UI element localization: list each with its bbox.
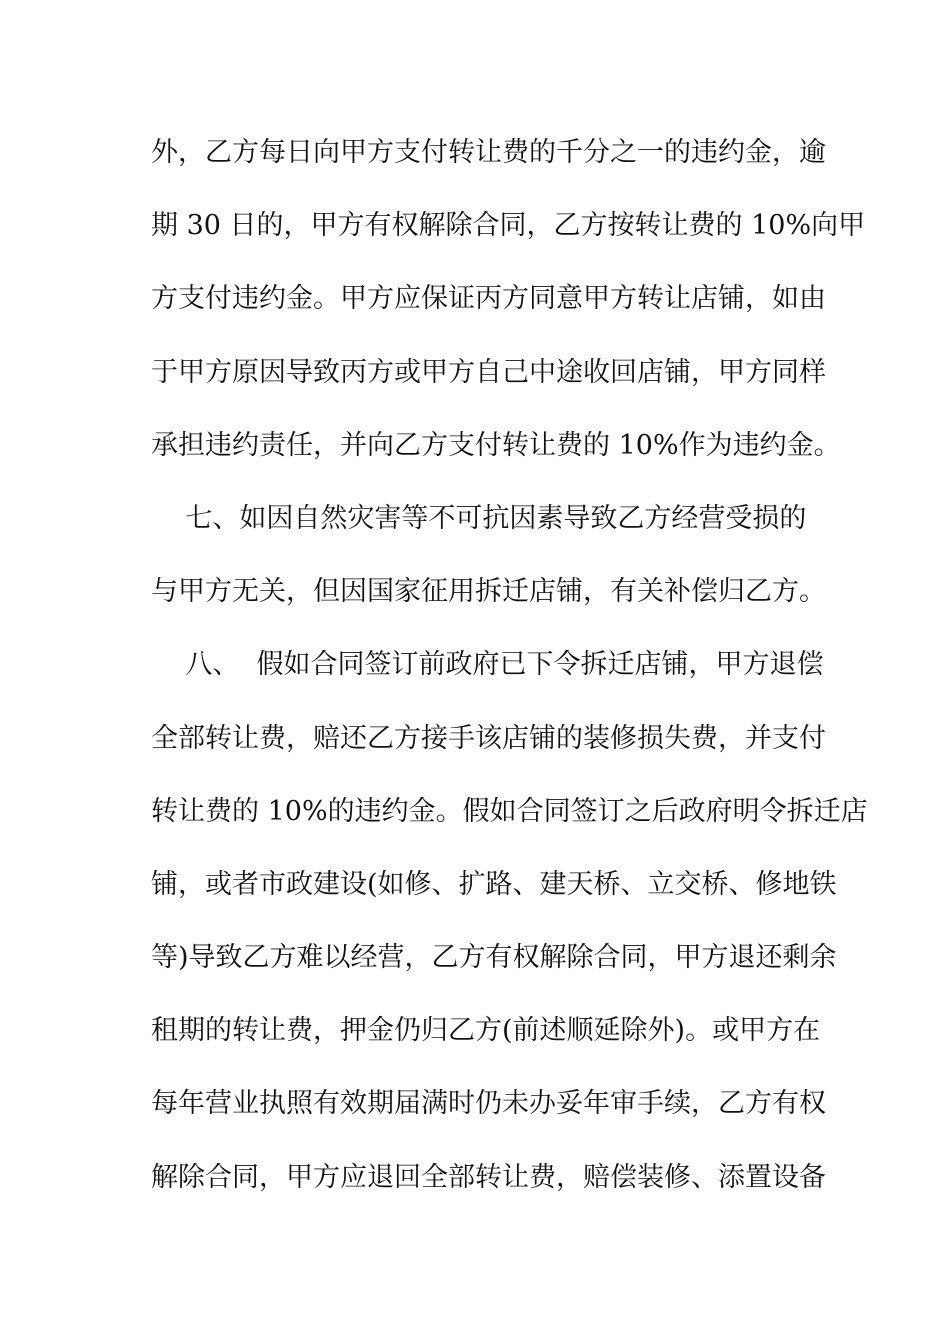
text-line: 方支付违约金。甲方应保证丙方同意甲方转让店铺，如由 <box>151 283 826 315</box>
text-line: 承担违约责任，并向乙方支付转让费的 10%作为违约金。 <box>151 429 841 461</box>
text-line: 于甲方原因导致丙方或甲方自己中途收回店铺，甲方同样 <box>151 356 826 388</box>
text-line: 八、 假如合同签订前政府已下令拆迁店铺，甲方退偿 <box>151 649 824 681</box>
text-line: 全部转让费，赔还乙方接手该店铺的装修损失费，并支付 <box>151 722 826 754</box>
text-line: 铺，或者市政建设(如修、扩路、建天桥、立交桥、修地铁 <box>151 868 837 900</box>
text-line: 转让费的 10%的违约金。假如合同签订之后政府明令拆迁店 <box>151 795 868 827</box>
text-line: 外，乙方每日向甲方支付转让费的千分之一的违约金，逾 <box>151 137 826 168</box>
text-line: 解除合同，甲方应退回全部转让费，赔偿装修、添置设备 <box>151 1161 826 1193</box>
text-line: 每年营业执照有效期届满时仍未办妥年审手续，乙方有权 <box>151 1088 826 1120</box>
text-line: 与甲方无关，但因国家征用拆迁店铺，有关补偿归乙方。 <box>151 576 826 608</box>
text-line: 等)导致乙方难以经营，乙方有权解除合同，甲方退还剩余 <box>151 942 837 974</box>
text-line: 七、如因自然灾害等不可抗因素导致乙方经营受损的 <box>151 502 807 534</box>
contract-text-block <box>151 122 868 1220</box>
text-line: 期 30 日的，甲方有权解除合同，乙方按转让费的 10%向甲 <box>151 210 866 242</box>
text-line: 租期的转让费，押金仍归乙方(前述顺延除外)。或甲方在 <box>151 1015 821 1047</box>
